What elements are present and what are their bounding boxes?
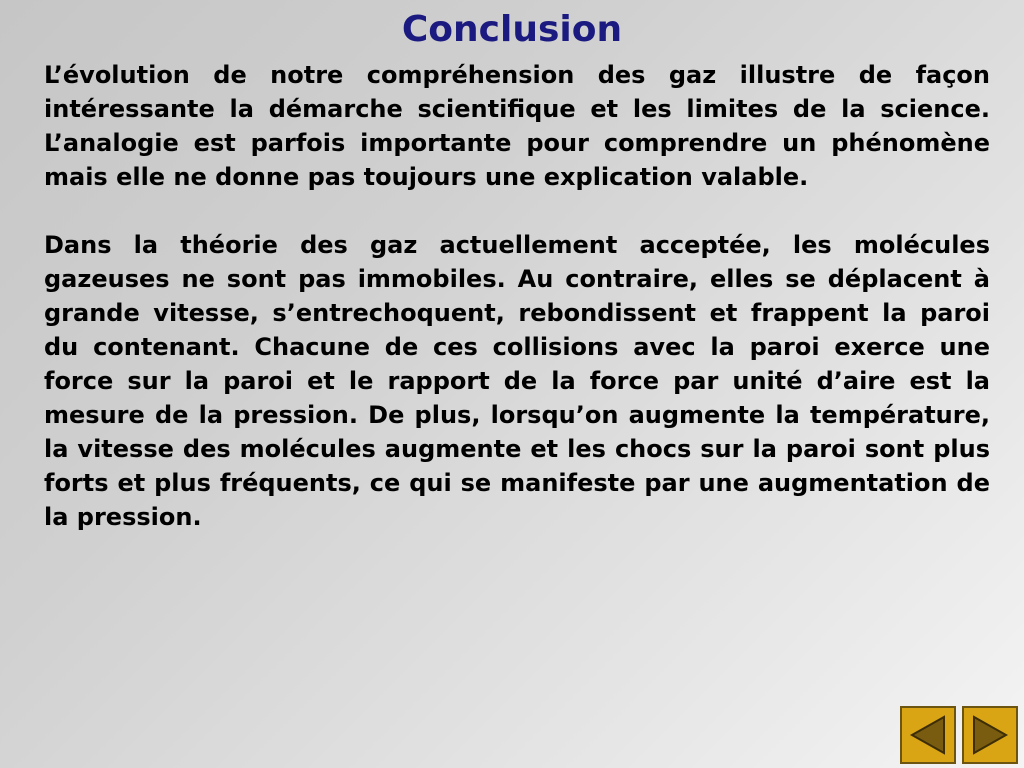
slide-body [44,58,990,568]
slide-navigation [900,706,1018,764]
paragraph-evolution: L’évolution de notre compréhension des gaz illustre de façon intéressante la démarche scientifique et les limites de la science. L’analogie est parfois importante pour comprendre un phénomène mais elle ne donne pas toujours une explication valable. [44,61,990,191]
next-slide-button[interactable] [962,706,1018,764]
slide-title: Conclusion [401,9,623,50]
triangle-right-icon [968,713,1012,757]
triangle-left-icon [906,713,950,757]
paragraph-gas-theory: Dans la théorie des gaz actuellement acceptée, les molécules gazeuses ne sont pas immobiles. Au contraire, elles se déplacent à grande vitesse, s’entrechoquent, rebondissent et frappent la paroi du contenant. Chacune de ces collisions avec la paroi exerce une force sur la paroi et le rapport de la force par unité d’aire est la mesure de la pression. De plus, lorsqu’on augmente la température, la vitesse des molécules augmente et les chocs sur la paroi sont plus forts et plus fréquents, ce qui se manifeste par une augmentation de la pression. [44,231,990,531]
previous-slide-button[interactable] [900,706,956,764]
